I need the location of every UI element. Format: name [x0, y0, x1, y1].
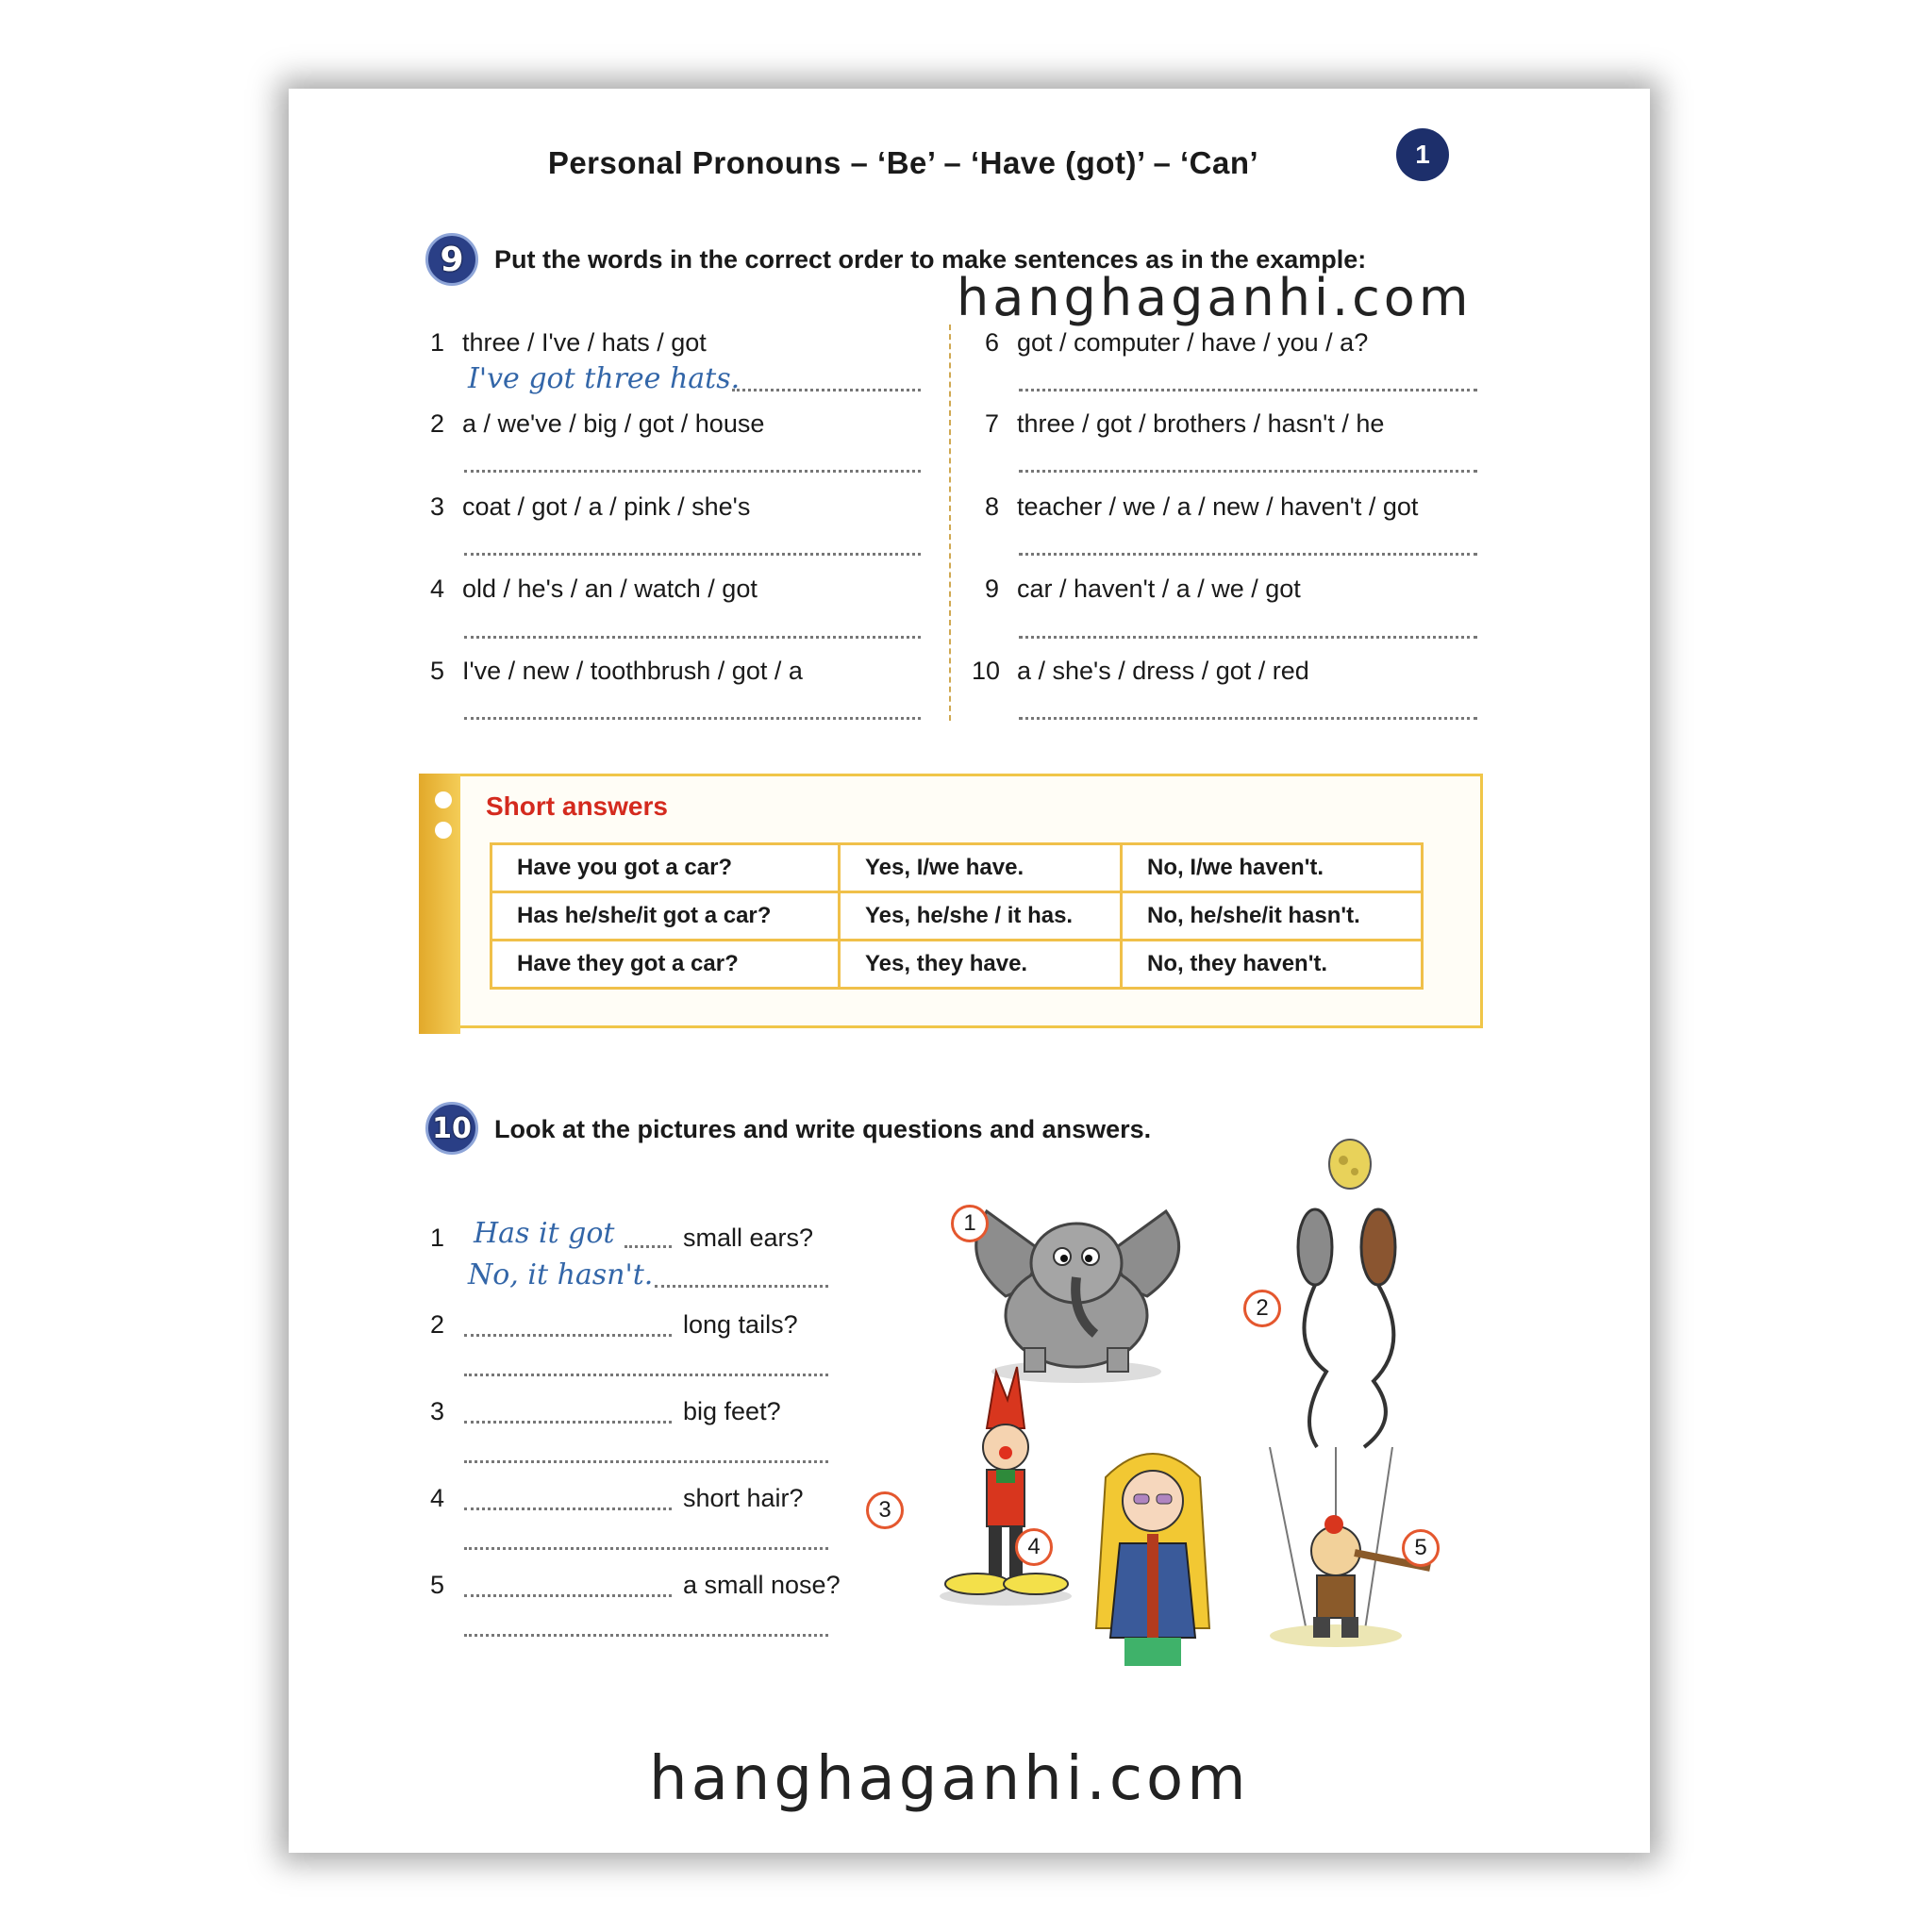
answer-line[interactable] [1019, 470, 1477, 473]
ex9-item-1: 1 three / I've / hats / got [430, 328, 707, 357]
ex9-example-answer: I've got three hats. [468, 362, 741, 395]
answer-line[interactable] [732, 389, 921, 391]
picture-3-callout: 3 [866, 1491, 904, 1529]
ex9-item-3: 3 coat / got / a / pink / she's [430, 492, 751, 521]
short-answers-bar [419, 774, 460, 1034]
table-cell: Has he/she/it got a car? [491, 892, 840, 941]
ex9-item-5: 5 I've / new / toothbrush / got / a [430, 657, 803, 685]
answer-line[interactable] [464, 1594, 672, 1597]
exercise-9-instruction: Put the words in the correct order to make sentences as in the example: [494, 245, 1367, 274]
ex9-item-10: 10 a / she's / dress / got / red [972, 657, 1309, 685]
table-cell: Have you got a car? [491, 844, 840, 892]
picture-5-callout: 5 [1402, 1529, 1440, 1567]
exercise-10-number: 10 [425, 1102, 478, 1155]
answer-line[interactable] [464, 1547, 828, 1550]
answer-line[interactable] [1019, 389, 1477, 391]
ex10-item-2: 2 [430, 1310, 445, 1339]
table-cell: No, they haven't. [1122, 941, 1423, 989]
short-answers-box [419, 774, 1483, 1028]
picture-2-callout: 2 [1243, 1290, 1281, 1327]
exercise-10-instruction: Look at the pictures and write questions and answers. [494, 1115, 1152, 1143]
ex9-item-2: 2 a / we've / big / got / house [430, 409, 765, 438]
ex9-item-7: 7 three / got / brothers / hasn't / he [985, 409, 1385, 438]
answer-line[interactable] [1019, 636, 1477, 639]
bullet-icon [435, 791, 452, 808]
ex9-item-9: 9 car / haven't / a / we / got [985, 575, 1301, 603]
answer-line[interactable] [464, 717, 921, 720]
answer-line[interactable] [464, 553, 921, 556]
answer-line[interactable] [464, 1374, 828, 1376]
answer-line[interactable] [625, 1245, 672, 1248]
ex9-item-4: 4 old / he's / an / watch / got [430, 575, 758, 603]
ex10-item-2-text: long tails? [683, 1310, 798, 1339]
page-title: Personal Pronouns – ‘Be’ – ‘Have (got)’ – ‘Can’ [547, 145, 1259, 180]
table-row [491, 892, 1423, 941]
answer-line[interactable] [1019, 717, 1477, 720]
exercise-9-number: 9 [425, 233, 478, 286]
girl-icon [1068, 1440, 1238, 1685]
table-cell: Yes, I/we have. [840, 844, 1122, 892]
short-answers-title: Short answers [486, 791, 668, 821]
table-row [491, 844, 1423, 892]
table-cell: No, he/she/it hasn't. [1122, 892, 1423, 941]
ex10-item-5-text: a small nose? [683, 1571, 841, 1599]
table-row [491, 941, 1423, 989]
picture-1-callout: 1 [951, 1205, 989, 1242]
table-cell: Have they got a car? [491, 941, 840, 989]
answer-line[interactable] [464, 1634, 828, 1637]
answer-line[interactable] [655, 1285, 828, 1288]
table-cell: Yes, they have. [840, 941, 1122, 989]
answer-line[interactable] [464, 636, 921, 639]
worksheet-page [289, 89, 1650, 1853]
ex10-item-1: 1 [430, 1224, 445, 1252]
ex10-example-question: Has it got [474, 1217, 615, 1250]
clown-icon [930, 1362, 1081, 1607]
answer-line[interactable] [464, 1507, 672, 1510]
elephant-icon [949, 1174, 1204, 1391]
mice-icon [1260, 1136, 1440, 1457]
answer-line[interactable] [464, 1460, 828, 1463]
unit-badge: 1 [1396, 128, 1449, 181]
answer-line[interactable] [1019, 553, 1477, 556]
ex10-item-1-text: small ears? [683, 1224, 814, 1252]
ex10-item-5: 5 [430, 1571, 445, 1599]
column-divider [949, 325, 951, 721]
short-answers-table [490, 842, 1424, 990]
answer-line[interactable] [464, 1421, 672, 1424]
ex10-item-4: 4 [430, 1484, 445, 1512]
table-cell: Yes, he/she / it has. [840, 892, 1122, 941]
picture-4-callout: 4 [1015, 1528, 1053, 1566]
table-cell: No, I/we haven't. [1122, 844, 1423, 892]
ex10-item-3-text: big feet? [683, 1397, 781, 1425]
ex10-item-3: 3 [430, 1397, 445, 1425]
answer-line[interactable] [464, 1334, 672, 1337]
bullet-icon [435, 822, 452, 839]
ex10-item-4-text: short hair? [683, 1484, 804, 1512]
ex9-item-8: 8 teacher / we / a / new / haven't / got [985, 492, 1419, 521]
ex10-example-answer: No, it hasn't. [468, 1258, 654, 1291]
watermark: hanghaganhi.com [649, 1744, 1250, 1814]
answer-line[interactable] [464, 470, 921, 473]
ex9-item-6: 6 got / computer / have / you / a? [985, 328, 1369, 357]
watermark: hanghaganhi.com [957, 268, 1473, 327]
